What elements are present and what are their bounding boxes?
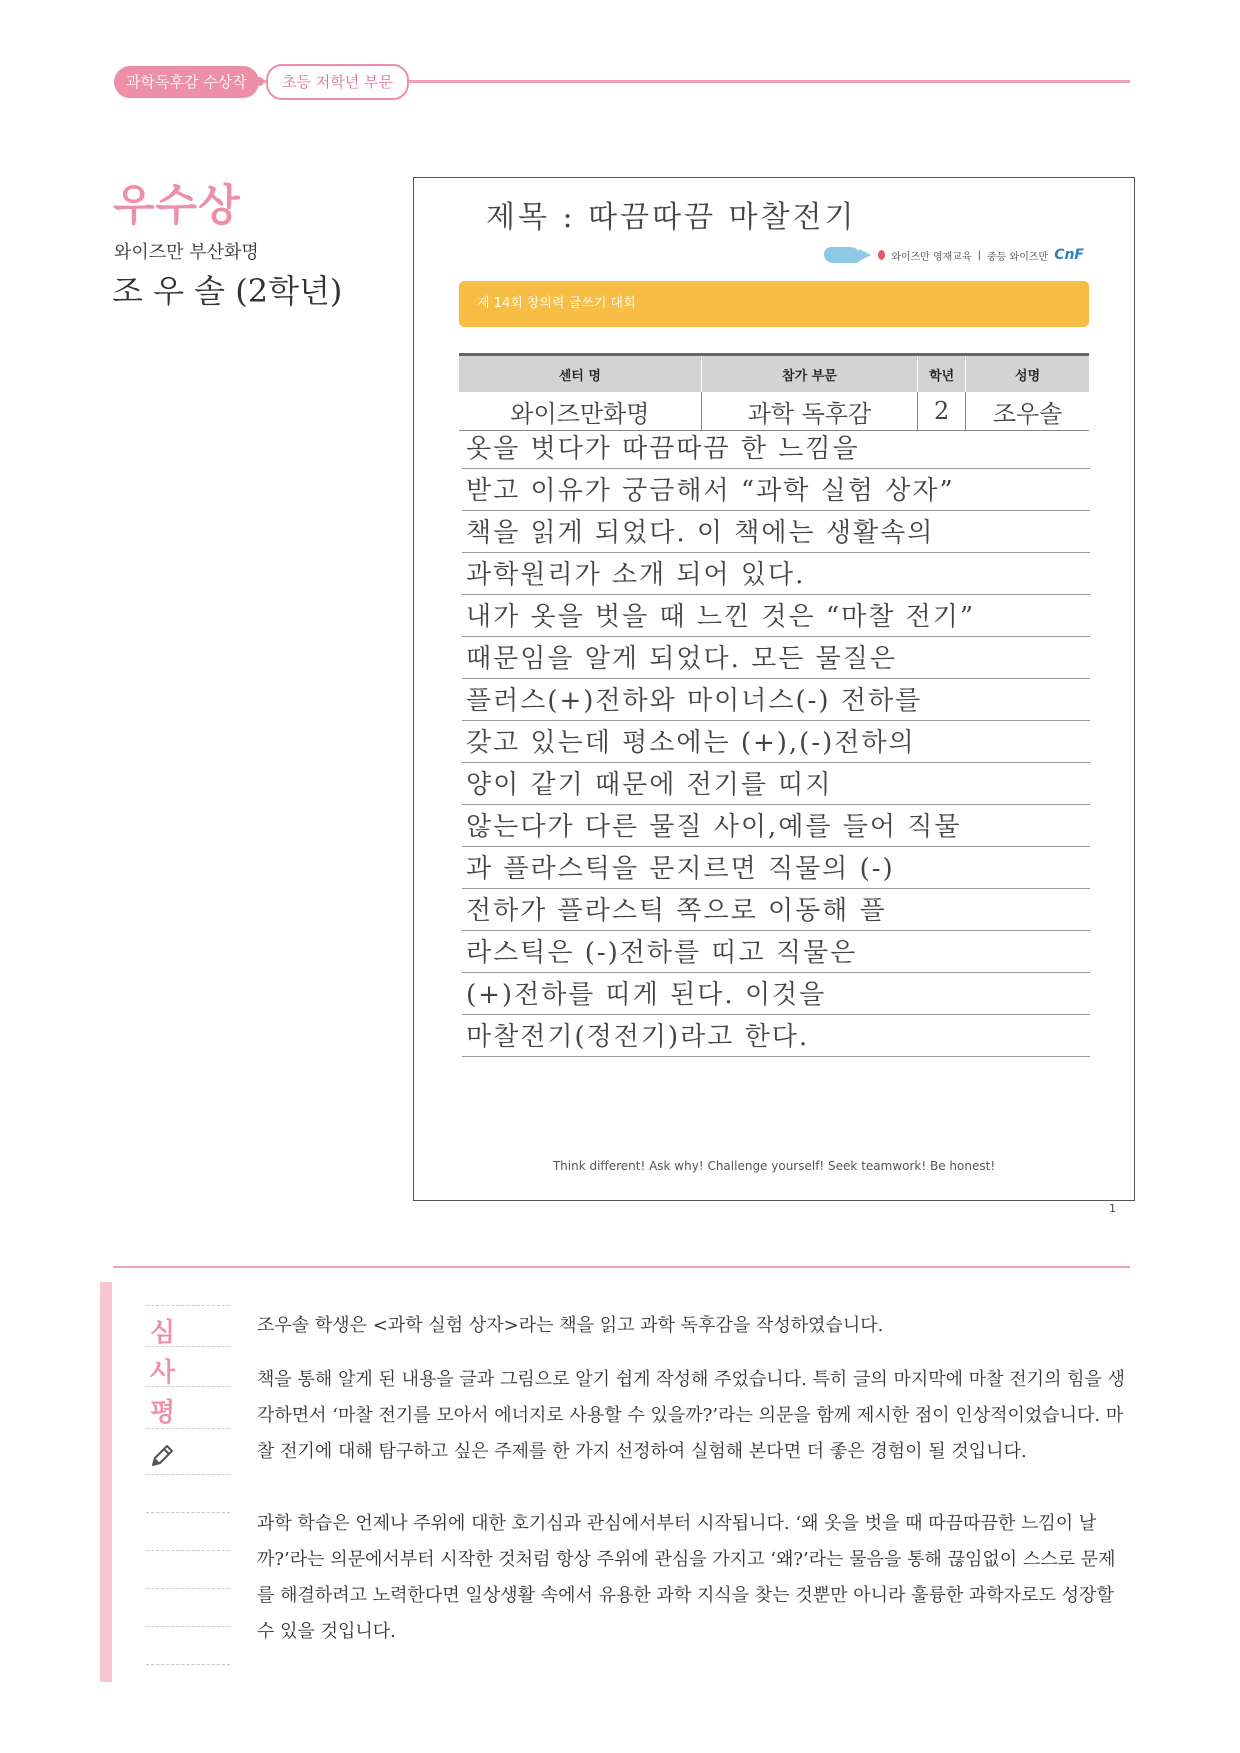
center-name: 와이즈만 부산화명 bbox=[114, 242, 259, 263]
table-cell: 2 bbox=[918, 392, 966, 431]
essay-line: 않는다가 다른 물질 사이,예를 들어 직물 bbox=[462, 805, 1090, 847]
contest-banner: 제 14회 창의력 글쓰기 대회 bbox=[459, 281, 1089, 327]
table-header: 참가 부문 bbox=[701, 355, 917, 393]
essay-line: 때문임을 알게 되었다. 모든 물질은 bbox=[462, 637, 1090, 679]
review-label-divider bbox=[146, 1346, 230, 1347]
review-paragraph: 조우솔 학생은 <과학 실험 상자>라는 책을 읽고 과학 독후감을 작성하였습니다. bbox=[257, 1315, 884, 1336]
table-header: 센터 명 bbox=[459, 355, 701, 393]
review-label-divider bbox=[146, 1512, 230, 1513]
wiseman-logo bbox=[824, 247, 861, 263]
entry-info-table bbox=[459, 353, 1089, 431]
essay-line: 갖고 있는데 평소에는 (+),(-)전하의 bbox=[462, 721, 1090, 763]
review-label-char: 사 bbox=[150, 1358, 176, 1388]
essay-line: 받고 이유가 궁금해서 “과학 실험 상자” bbox=[462, 469, 1090, 511]
review-label-divider bbox=[146, 1588, 230, 1589]
review-label-divider bbox=[146, 1626, 230, 1627]
cnf-logo: CnF bbox=[1054, 247, 1084, 263]
essay-line: 과학원리가 소개 되어 있다. bbox=[462, 553, 1090, 595]
review-top-rule bbox=[113, 1266, 1130, 1268]
essay-line: 책을 읽게 되었다. 이 책에는 생활속의 bbox=[462, 511, 1090, 553]
review-paragraph: 책을 통해 알게 된 내용을 글과 그림으로 알기 쉽게 작성해 주었습니다. 특히 글의 마지막에 마찰 전기의 힘을 생각하면서 ‘마찰 전기를 모아서 에너지로 사용할 수 있을까?’라는 의문을 함께 제시한 점이 인상적이었습니다. 마찰 전기에 대해 탐구하고 싶은 주제를 한 가지 선정하여 실험해 본다면 더 좋은 경험이 될 것입니다. bbox=[257, 1369, 1126, 1462]
table-header: 성명 bbox=[966, 355, 1089, 393]
review-label-char: 심 bbox=[150, 1318, 176, 1348]
table-cell: 조우솔 bbox=[966, 392, 1089, 431]
essay-line: 내가 옷을 벗을 때 느낀 것은 “마찰 전기” bbox=[462, 595, 1090, 637]
review-label-divider bbox=[146, 1474, 230, 1475]
gifted-edu-logo-text: 와이즈만 영재교육 bbox=[891, 251, 972, 263]
review-label-divider bbox=[146, 1550, 230, 1551]
category-badge: 과학독후감 수상작 bbox=[114, 66, 259, 98]
review-label-divider bbox=[146, 1386, 230, 1387]
pencil-icon bbox=[149, 1443, 175, 1469]
essay-line: 마찰전기(정전기)라고 한다. bbox=[462, 1015, 1090, 1057]
essay-motto: Think different! Ask why! Challenge yourself! Seek teamwork! Be honest! bbox=[552, 1159, 996, 1173]
sponsor-logos: 와이즈만 영재교육 | 중등 와이즈만 CnF bbox=[824, 244, 1084, 266]
middle-wiseman-logo-text: 중등 와이즈만 bbox=[987, 251, 1049, 263]
table-cell: 와이즈만화명 bbox=[459, 392, 701, 431]
division-badge: 초등 저학년 부문 bbox=[266, 64, 409, 100]
gifted-edu-logo-icon bbox=[878, 250, 885, 260]
table-header: 학년 bbox=[918, 355, 966, 393]
essay-line: 플러스(+)전하와 마이너스(-) 전하를 bbox=[462, 679, 1090, 721]
essay-title: 제목 : 따끔따끔 마찰전기 bbox=[486, 200, 857, 235]
essay-line: 양이 같기 때문에 전기를 띠지 bbox=[462, 763, 1090, 805]
essay-line: 전하가 플라스틱 쪽으로 이동해 플 bbox=[462, 889, 1090, 931]
review-label-divider bbox=[146, 1664, 230, 1665]
essay-body bbox=[462, 427, 1090, 1057]
review-paragraph: 과학 학습은 언제나 주위에 대한 호기심과 관심에서부터 시작됩니다. ‘왜 옷을 벗을 때 따끔따끔한 느낌이 날까?’라는 의문에서부터 시작한 것처럼 항상 주위에 관심을 가지고 ‘왜?’라는 물음을 통해 끊임없이 스스로 문제를 해결하려고 노력한다면 일상생활 속에서 유용한 과학 지식을 찾는 것뿐만 아니라 훌륭한 과학자로도 성장할 수 있을 것입니다. bbox=[257, 1513, 1116, 1642]
header-dot bbox=[255, 77, 264, 86]
review-label-divider bbox=[146, 1305, 230, 1306]
essay-line: (+)전하를 띠게 된다. 이것을 bbox=[462, 973, 1090, 1015]
review-label-char: 평 bbox=[150, 1398, 176, 1428]
table-cell: 과학 독후감 bbox=[701, 392, 917, 431]
essay-sheet bbox=[413, 177, 1135, 1201]
review-label-divider bbox=[146, 1428, 230, 1429]
page-number: 1 bbox=[1109, 1202, 1116, 1215]
essay-line: 과 플라스틱을 문지르면 직물의 (-) bbox=[462, 847, 1090, 889]
essay-line: 옷을 벗다가 따끔따끔 한 느낌을 bbox=[462, 427, 1090, 469]
award-title: 우수상 bbox=[113, 181, 241, 231]
student-name: 조 우 솔 (2학년) bbox=[112, 272, 343, 310]
review-side-bar bbox=[100, 1282, 112, 1682]
essay-line: 라스틱은 (-)전하를 띠고 직물은 bbox=[462, 931, 1090, 973]
